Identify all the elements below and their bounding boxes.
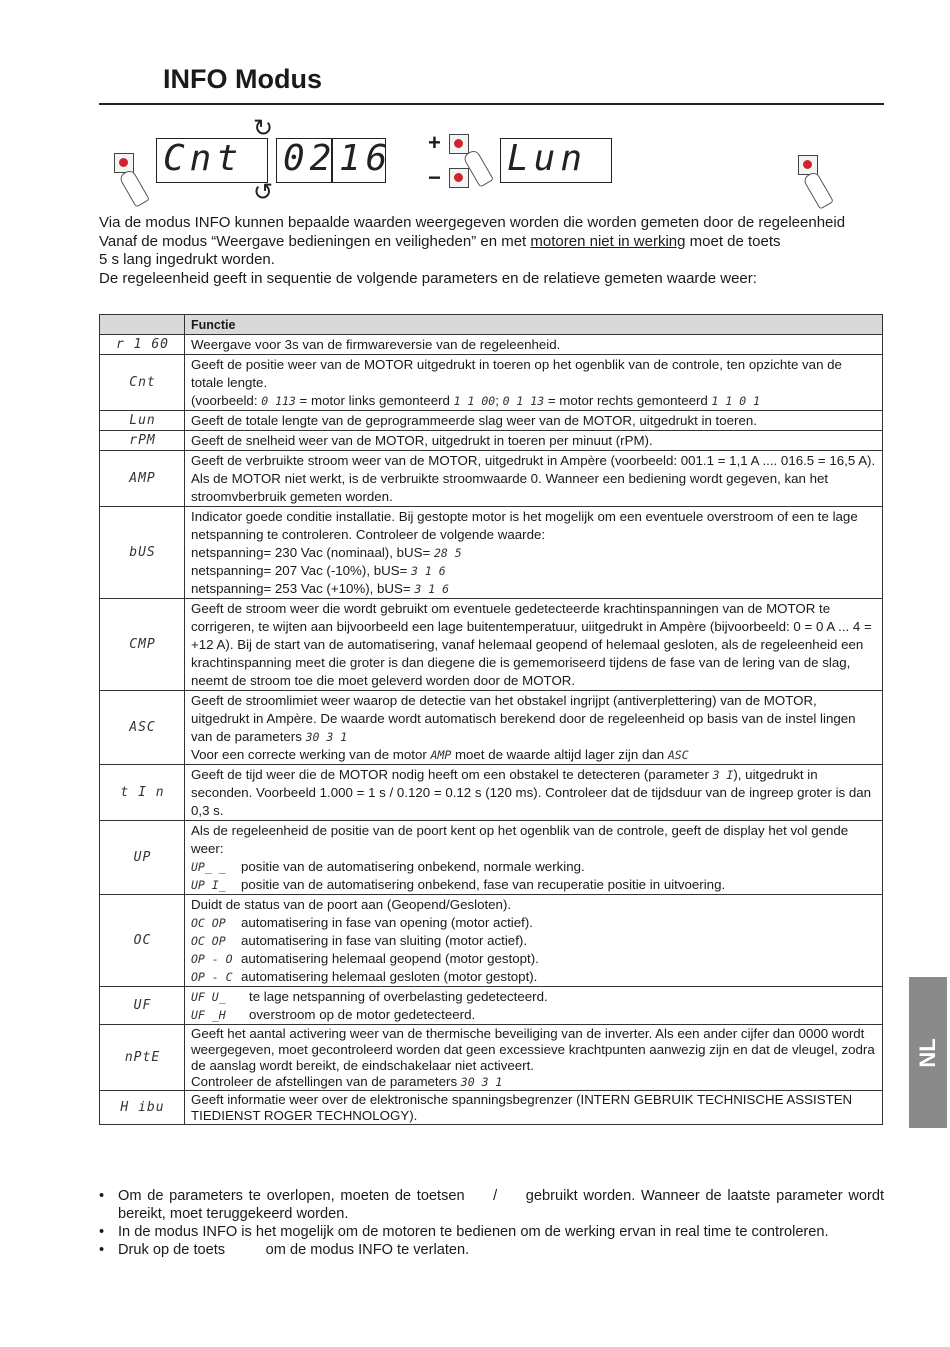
intro-line: Via de modus INFO kunnen bepaalde waarden weergegeven worden die worden gemeten door de regeleenheid	[99, 214, 846, 231]
param-description: Geeft de snelheid weer van de MOTOR, uitgedrukt in toeren per minuut (rPM).	[185, 431, 883, 451]
table-header-row	[100, 315, 883, 335]
finger-icon	[118, 168, 150, 207]
param-code: UF	[100, 987, 185, 1025]
param-description: Geeft de positie weer van de MOTOR uitgedrukt in toeren op het ogenblik van de controle, ten opzichte van de totale lengte. (voorbeeld: 0 113 = motor links gemonteerd 1 1 00; 0 1 13 = motor rechts gemonteerd 1 1 0 1	[185, 355, 883, 411]
language-tab	[909, 977, 947, 1128]
rotate-arrow-icon-lower: ↺	[253, 178, 274, 206]
param-description: Geeft de totale lengte van de geprogrammeerde slag weer van de MOTOR, uitgedrukt in toeren.	[185, 411, 883, 431]
plus-icon: +	[428, 130, 441, 155]
table-row	[100, 335, 883, 355]
lcd-display-02: 02	[276, 138, 332, 183]
table-row	[100, 987, 883, 1025]
param-description: Geeft informatie weer over de elektronische spanningsbegrenzer (INTERN GEBRUIK TECHNISCHE ASSISTEN TIEDIENST ROGER TECHNOLOGY).	[185, 1091, 883, 1125]
lcd-display-lun: Lun	[500, 138, 612, 183]
param-code: t I n	[100, 765, 185, 821]
param-code: H ibu	[100, 1091, 185, 1125]
param-code: AMP	[100, 451, 185, 507]
param-description: Geeft de verbruikte stroom weer van de MOTOR, uitgedrukt in Ampère (voorbeeld: 001.1 = 1,1 A .... 016.5 = 16,5 A). Als de MOTOR niet werkt, is de verbruikte stroomwaarde 0. Wanneer een bediening wordt gegeven, kan het stroomvberbruik gemeten worden.	[185, 451, 883, 507]
list-item: • In de modus INFO is het mogelijk om de motoren te bedienen om de werking ervan in real time te controleren.	[99, 1223, 884, 1241]
table-row	[100, 431, 883, 451]
table-header-functie: Functie	[185, 315, 883, 335]
param-description: Geeft het aantal activering weer van de thermische beveiliging van de inverter. Als een ander cijfer dan 0000 wordt weergegeven, moet gecontroleerd worden dat geen excessieve krachtpunten aanwezig zijn en dat de vleugel, zodra de aanslag wordt bereikt, de eindschakelaar niet activeert. Controleer de afstellingen van de parameters 30 3 1	[185, 1025, 883, 1091]
lcd-display-cnt: Cnt	[156, 138, 268, 183]
param-code: Cnt	[100, 355, 185, 411]
param-code: bUS	[100, 507, 185, 599]
param-code: rPM	[100, 431, 185, 451]
info-parameter-table	[99, 314, 883, 1125]
intro-line: 5 s lang ingedrukt worden.	[99, 251, 275, 268]
param-description: Weergave voor 3s van de firmwareversie van de regeleenheid.	[185, 335, 883, 355]
param-code: OC	[100, 895, 185, 987]
minus-icon: −	[428, 165, 441, 190]
notes-list	[99, 1187, 889, 1259]
param-code: r 1 60	[100, 335, 185, 355]
param-description: Geeft de tijd weer die de MOTOR nodig heeft om een obstakel te detecteren (parameter 3 I), uitgedrukt in seconden. Voorbeeld 1.000 = 1 s / 0.120 = 0.12 s (120 ms). Controleer dat de tijdsduur van de ingreep groter is dan 0,3 s.	[185, 765, 883, 821]
param-description: Duidt de status van de poort aan (Geopend/Gesloten). OC OP automatisering in fase van opening (motor actief). OC OP automatisering in fase van sluiting (motor actief). OP - O automatisering helemaal geopend (motor gestopt). OP - C automatisering helemaal gesloten (motor gestopt).	[185, 895, 883, 987]
list-item: • Druk op de toets om de modus INFO te verlaten.	[99, 1241, 884, 1259]
table-row	[100, 691, 883, 765]
intro-line: Vanaf de modus “Weergave bedieningen en veiligheden” en met motoren niet in werking moet de toets	[99, 232, 781, 250]
table-row	[100, 1091, 883, 1125]
rotate-arrow-icon: ↻	[253, 114, 274, 142]
minus-button-icon	[449, 168, 469, 188]
param-code: CMP	[100, 599, 185, 691]
table-row	[100, 821, 883, 895]
plus-button-icon	[449, 134, 469, 154]
title-rule	[99, 103, 884, 105]
param-description: UF U_ te lage netspanning of overbelasting gedetecteerd. UF _H overstroom op de motor gedetecteerd.	[185, 987, 883, 1025]
table-row	[100, 765, 883, 821]
param-description: Als de regeleenheid de positie van de poort kent op het ogenblik van de controle, geeft de display het vol gende weer: UP_ _ positie van de automatisering onbekend, normale werking. UP I_ positie van de automatisering onbekend, fase van recuperatie positie in uitvoering.	[185, 821, 883, 895]
param-code: nPtE	[100, 1025, 185, 1091]
table-row	[100, 451, 883, 507]
param-description: Geeft de stroom weer die wordt gebruikt om eventuele gedetecteerde krachtinspanningen van de MOTOR te corrigeren, te wijten aan bijvoorbeeld een lage buitentemperatuur, uiitgedrukt in Ampère (bijvoorbeeld: 0 = 0 A ... 4 = +12 A). Bij de start van de automatisering, vanaf helemaal geopend of helemaal gesloten, als de regeleenheid een krachtinspanning meet die groter is dan diegene die is gememoriseerd tijdens de fase van de lering van de slag, neemt de stroom toe die moet geleverd worden door de MOTOR.	[185, 599, 883, 691]
param-code: Lun	[100, 411, 185, 431]
intro-text	[99, 214, 884, 288]
param-description: Geeft de stroomlimiet weer waarop de detectie van het obstakel ingrijpt (antiverplettering) van de MOTOR, uitgedrukt in Ampère. De waarde wordt automatisch berekend door de regeleenheid op basis van de instel lingen van de parameters 30 3 1 Voor een correcte werking van de motor AMP moet de waarde altijd lager zijn dan ASC	[185, 691, 883, 765]
param-description: Indicator goede conditie installatie. Bij gestopte motor is het mogelijk om een eventuele overstroom of een te lage netspanning te controleren. Controleer de volgende waarde: netspanning= 230 Vac (nominaal), bUS= 28 5 netspanning= 207 Vac (-10%), bUS= 3 1 6 netspanning= 253 Vac (+10%), bUS= 3 1 6	[185, 507, 883, 599]
table-row	[100, 1025, 883, 1091]
param-code: ASC	[100, 691, 185, 765]
finger-icon	[802, 170, 834, 209]
list-item: • Om de parameters te overlopen, moeten de toetsen / gebruikt worden. Wanneer de laatste parameter wordt bereikt, moet teruggekeerd worden.	[99, 1187, 884, 1223]
page-title: INFO Modus	[163, 64, 322, 94]
table-row	[100, 411, 883, 431]
param-code: UP	[100, 821, 185, 895]
intro-line: De regeleenheid geeft in sequentie de volgende parameters en de relatieve gemeten waarde weer:	[99, 269, 757, 287]
lcd-display-16: 16	[332, 138, 386, 183]
table-row	[100, 507, 883, 599]
language-tab-label: NL	[915, 1037, 940, 1068]
table-row	[100, 895, 883, 987]
table-row	[100, 599, 883, 691]
table-row	[100, 355, 883, 411]
